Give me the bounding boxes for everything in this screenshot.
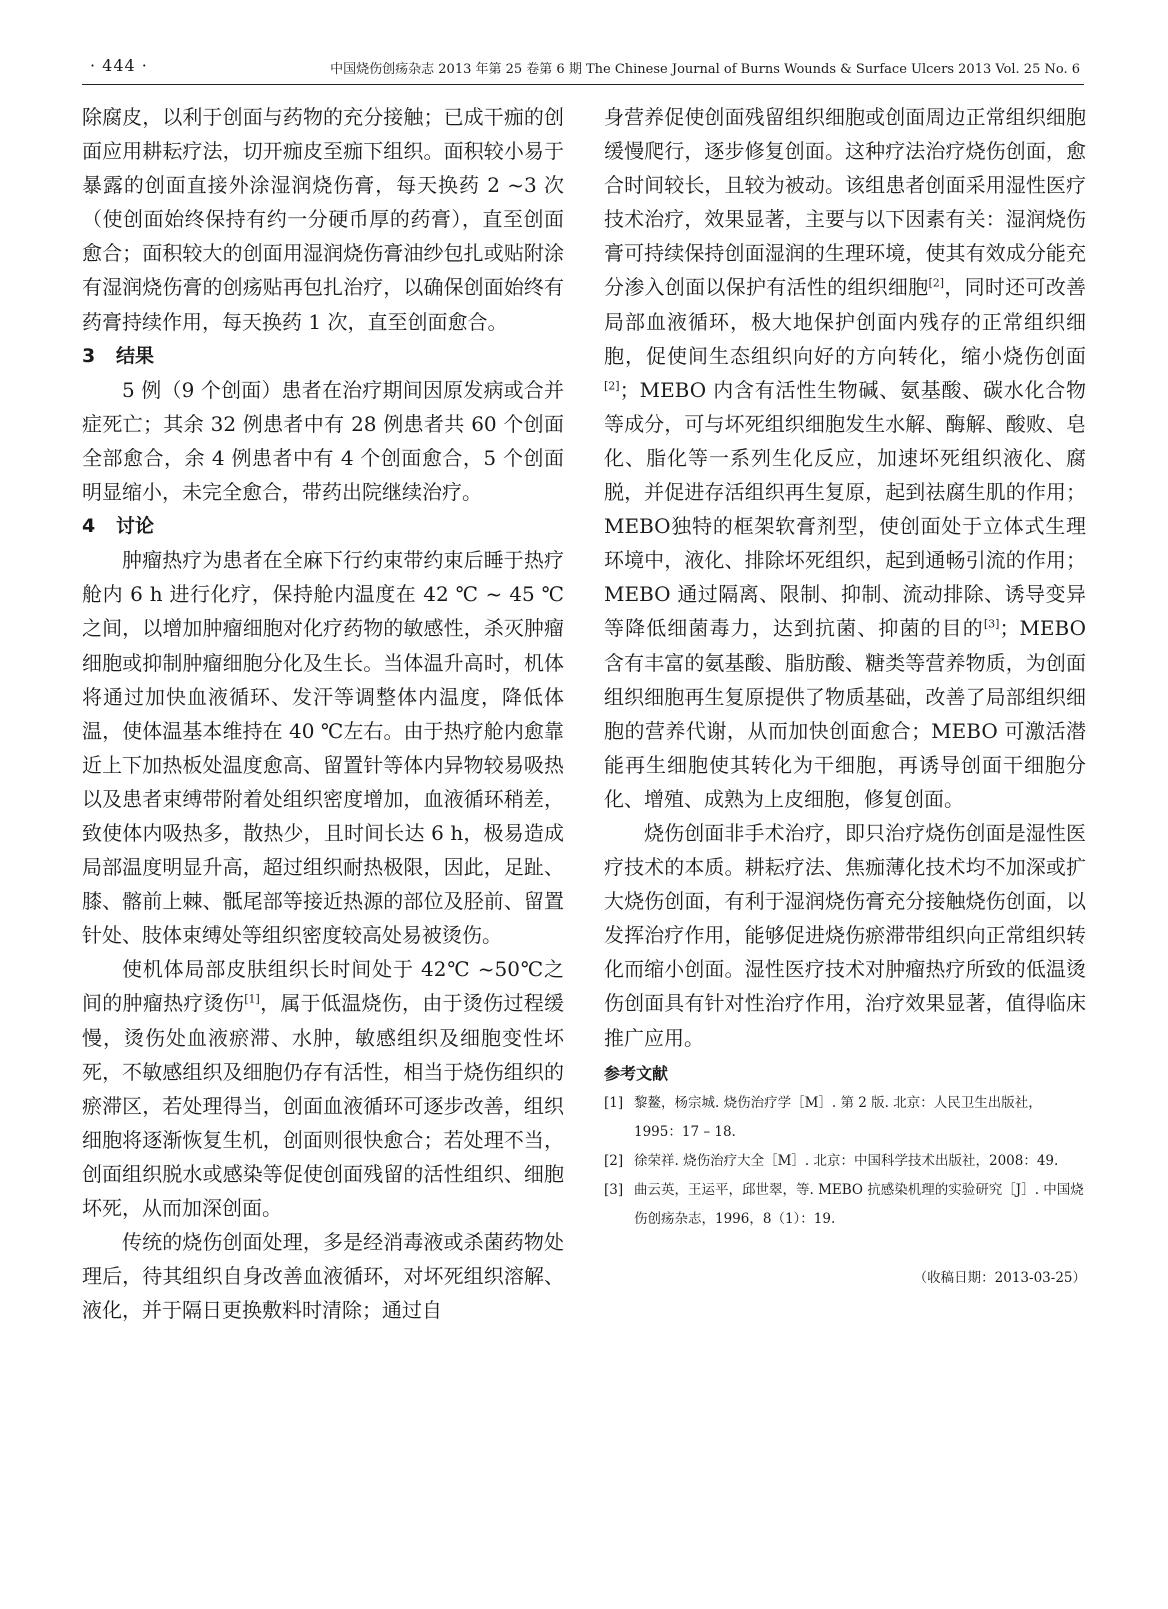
paragraph-discussion-3: 传统的烧伤创面处理，多是经消毒液或杀菌药物处理后，待其组织自身改善血液循环，对坏死组织溶解、液化，并于隔日更换敷料时清除；通过自 <box>82 1230 564 1323</box>
references-list <box>604 1089 1086 1234</box>
section-number: 4 <box>82 515 96 538</box>
reference-text: 徐荣祥. 烧伤治疗大全［M］. 北京：中国科学技术出版社，2008：49. <box>634 1152 1059 1169</box>
reference-item <box>604 1089 1086 1147</box>
section-title: 讨论 <box>116 515 155 538</box>
paragraph-conclusion: 烧伤创面非手术治疗，即只治疗烧伤创面是湿性医疗技术的本质。耕耘疗法、焦痂薄化技术均不加深或扩大烧伤创面，有利于湿润烧伤膏充分接触烧伤创面，以发挥治疗作用，能够促进烧伤瘀滞带组织向正常组织转化而缩小创面。湿性医疗技术对肿瘤热疗所致的低温烫伤创面具有针对性治疗作用，治疗效果显著，值得临床推广应用。 <box>604 820 1086 1050</box>
citation-link[interactable]: [3] <box>983 617 1000 631</box>
section-title: 结果 <box>116 344 155 367</box>
left-column <box>82 100 564 1327</box>
paragraph-continued: 除腐皮，以利于创面与药物的充分接触；已成干痂的创面应用耕耘疗法，切开痂皮至痂下组织。面积较小易于暴露的创面直接外涂湿润烧伤膏，每天换药 2 ~3 次（使创面始终保持有约一分硬币厚的药膏），直至创面愈合；面积较大的创面用湿润烧伤膏油纱包扎或贴附涂有湿润烧伤膏的创疡贴再包扎治疗，以确保创面始终有药膏持续作用，每天换药 1 次，直至创面愈合。 <box>82 105 564 334</box>
text-run: ，同时还可改善局部血液循环，极大地保护创面内残存的正常组织细胞，促使间生态组织向好的方向转化，缩小烧伤创面 <box>604 275 1087 368</box>
paragraph-discussion-2 <box>82 952 564 1225</box>
text-run: 身营养促使创面残留组织细胞或创面周边正常组织细胞缓慢爬行，逐步修复创面。这种疗法治疗烧伤创面，愈合时间较长，且较为被动。该组患者创面采用湿性医疗技术治疗，效果显著，主要与以下因素有关：湿润烧伤膏可持续保持创面湿润的生理环境，使其有效成分能充分渗入创面以保护有活性的组织细胞 <box>604 105 1086 300</box>
reference-item <box>604 1176 1086 1234</box>
section-heading-results <box>82 339 564 373</box>
reference-number: [2] <box>604 1152 624 1169</box>
text-run: ，属于低温烧伤，由于烫伤过程缓慢，烫伤处血液瘀滞、水肿，敏感组织及细胞变性坏死，不敏感组织及细胞仍存有活性，相当于烧伤组织的瘀滞区，若处理得当，创面血液循环可逐步改善，组织细胞将逐渐恢复生机，创面则很快愈合；若处理不当，创面组织脱水或感染等促使创面残留的活性组织、细胞坏死，从而加深创面。 <box>82 991 565 1220</box>
citation-link[interactable]: [2] <box>604 379 620 393</box>
text-run: ；MEBO 含有丰富的氨基酸、脂肪酸、糖类等营养物质，为创面组织细胞再生复原提供了物质基础，改善了局部组织细胞的营养代谢，从而加快创面愈合；MEBO 可激活潜能再生细胞使其转化为干细胞，再诱导创面干细胞分化、增殖、成熟为上皮细胞，修复创面。 <box>604 616 1086 811</box>
running-header <box>82 50 1084 85</box>
reference-item <box>604 1147 1086 1176</box>
text-run: 使机体局部皮肤组织长时间处于 42℃ ~50℃之间的肿瘤热疗烫伤 <box>82 957 564 1016</box>
citation-link[interactable]: [1] <box>244 992 260 1006</box>
reference-text: 曲云英，王运平，邱世翠，等. MEBO 抗感染机理的实验研究［J］. 中国烧伤创疡杂志，1996，8（1）：19. <box>634 1181 1084 1227</box>
text-run: ；MEBO 内含有活性生物碱、氨基酸、碳水化合物等成分，可与坏死组织细胞发生水解、酶解、酸败、皂化、脂化等一系列生化反应，加速坏死组织液化、腐脱，并促进存活组织再生复原，起到祛腐生肌的作用；MEBO独特的框架软膏剂型，使创面处于立体式生理环境中，液化、排除坏死组织，起到通畅引流的作用；MEBO 通过隔离、限制、抑制、流动排除、诱导变异等降低细菌毒力，达到抗菌、抑菌的目的 <box>604 377 1086 641</box>
section-number: 3 <box>82 344 96 367</box>
paragraph-discussion-1: 肿瘤热疗为患者在全麻下行约束带约束后睡于热疗舱内 6 h 进行化疗，保持舱内温度在 42 ℃ ~ 45 ℃之间，以增加肿瘤细胞对化疗药物的敏感性，杀灭肿瘤细胞或抑制肿瘤细胞分化及生长。当体温升高时，机体将通过加快血液循环、发汗等调整体内温度，降低体温，使体温基本维持在 40 ℃左右。由于热疗舱内愈靠近上下加热板处温度愈高、留置针等体内异物较易吸热以及患者束缚带附着处组织密度增加，血液循环稍差，致使体内吸热多，散热少，且时间长达 6 h，极易造成局部温度明显升高，超过组织耐热极限，因此，足趾、膝、髂前上棘、骶尾部等接近热源的部位及胫前、留置针处、肢体束缚处等组织密度较高处易被烫伤。 <box>82 548 564 948</box>
reference-text: 黎鳌，杨宗城. 烧伤治疗学［M］. 第 2 版. 北京：人民卫生出版社，1995：17 – 18. <box>634 1094 1042 1140</box>
received-date: （收稿日期：2013-03-25） <box>913 1269 1086 1286</box>
paragraph-results: 5 例（9 个创面）患者在治疗期间因原发病或合并症死亡；其余 32 例患者中有 28 例患者共 60 个创面全部愈合，余 4 例患者中有 4 个创面愈合，5 个创面明显缩小，未完全愈合，带药出院继续治疗。 <box>82 377 564 505</box>
page-number: · 444 · <box>90 56 148 75</box>
reference-number: [1] <box>604 1094 624 1111</box>
journal-title: 中国烧伤创疡杂志 2013 年第 25 卷第 6 期 The Chinese Journal of Burns Wounds & Surface Ulcers 2013 Vol. 25 No. 6 <box>330 62 1080 77</box>
right-column <box>604 100 1086 1292</box>
section-heading-discussion <box>82 509 564 543</box>
references-heading: 参考文献 <box>604 1063 669 1083</box>
citation-link[interactable]: [2] <box>928 276 945 290</box>
reference-number: [3] <box>604 1181 624 1198</box>
paragraph-continued <box>604 100 1086 816</box>
